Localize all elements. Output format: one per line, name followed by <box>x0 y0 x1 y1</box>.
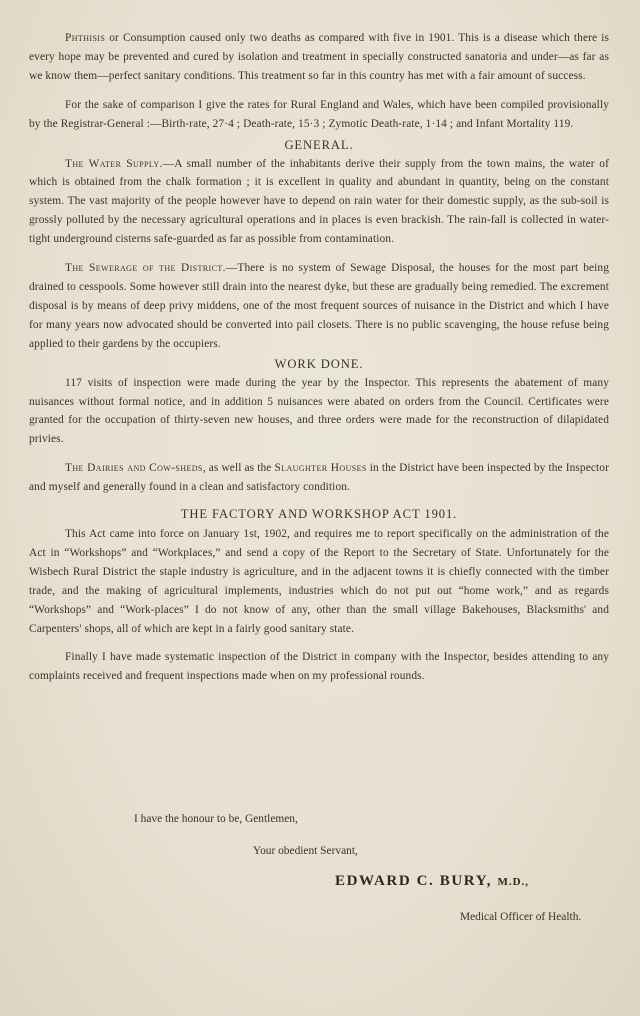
comparison-paragraph: For the sake of comparison I give the rates for Rural England and Wales, which have been compiled provisionally by the Registrar-General :—Birth-rate, 27·4 ; Death-rate, 15·3 ; Zymotic Death-rate, 1·14 ; and Infant Mortality 119. <box>29 98 609 130</box>
phthisis-paragraph <box>29 29 609 86</box>
general-heading: GENERAL. <box>284 137 354 152</box>
factory-act-paragraph: This Act came into force on January 1st, 1902, and requires me to report specifically on the administration of the Act in “Workshops” and “Workplaces,” and send a copy of the Report to the Secretary of State. Unfortunately for the Wisbech Rural District the staple industry is agriculture, and in the adjacent towns it is chiefly connected with the timber trade, and the making of agricultural implements, industries which do not put out “home work,” and as regards “Workshops” and “Work-places” I do not know of any, other than the small village Bakehouses, Blacksmiths' and Carpenters' shops, all of which are kept in a fairly good sanitary state. <box>29 528 609 635</box>
signature-name-text: EDWARD C. BURY, <box>335 873 493 889</box>
water-supply-text: —A small number of the inhabitants derive their supply from the town mains, the water of which is obtained from the chalk formation ; it is excellent in quality and abundant in quantity, being on the constant system. The vast majority of the people however have to depend on rain water for their domestic supply, as the sub-soil is grossly polluted by the necessary agricultural operations and in places is even brackish. The rain-fall is collected in water-tight underground cisterns safe-guarded as far as possible from contamination. <box>29 157 609 246</box>
water-supply-paragraph <box>29 155 609 250</box>
work-done-heading: WORK DONE. <box>274 356 364 371</box>
slaughter-lead: Slaughter Houses <box>274 462 367 475</box>
sewerage-paragraph <box>29 259 609 354</box>
dairies-lead: The Dairies and Cow-sheds <box>65 462 203 475</box>
dairies-text: in the District have been inspected by the Inspector and myself and generally found in a clean and satisfactory condition. <box>29 462 609 494</box>
dairies-paragraph <box>29 459 609 497</box>
signature-name <box>335 873 529 890</box>
water-supply-lead: The Water Supply. <box>65 157 163 170</box>
closing-honour: I have the honour to be, Gentlemen, <box>134 813 298 825</box>
phthisis-text: or Consumption caused only two deaths as compared with five in 1901. This is a disease which there is every hope may be prevented and cured by isolation and treatment in specially constructed sanatoria and under—as far as we know them—perfect sanitary conditions. This treatment so far in this country has met with a fair amount of success. <box>29 32 609 82</box>
dairies-mid: , as well as the <box>202 462 275 475</box>
work-done-paragraph: 117 visits of inspection were made during the year by the Inspector. This represents the abatement of many nuisances without formal notice, and in addition 5 nuisances were abated on orders from the Council. Certificates were granted for the occupation of thirty-seven new houses, and three orders were made for the reconstruction of dilapidated privies. <box>29 376 609 446</box>
phthisis-lead: Phthisis <box>65 32 106 44</box>
factory-act-heading: THE FACTORY AND WORKSHOP ACT 1901. <box>180 507 458 522</box>
signature-degree: M.D., <box>497 876 530 888</box>
sewerage-text: —There is no system of Sewage Disposal, the houses for the most part being drained to cesspools. Some however still drain into the nearest dyke, but these are gradually being remedied. The excrement disposal is by means of deep privy middens, one of the most frequent sources of nuisance in the District and which I have for many years now advocated should be converted into pail closets. There is no public scavenging, the house refuse being applied to their gardens by the occupiers. <box>29 262 610 350</box>
report-body <box>29 29 609 686</box>
closing-servant: Your obedient Servant, <box>253 845 358 857</box>
signature-title: Medical Officer of Health. <box>460 911 582 923</box>
finally-paragraph: Finally I have made systematic inspection of the District in company with the Inspector, besides attending to any complaints received and frequent inspections made when on my professional rounds. <box>29 651 609 683</box>
sewerage-lead: The Sewerage of the District. <box>65 262 226 275</box>
